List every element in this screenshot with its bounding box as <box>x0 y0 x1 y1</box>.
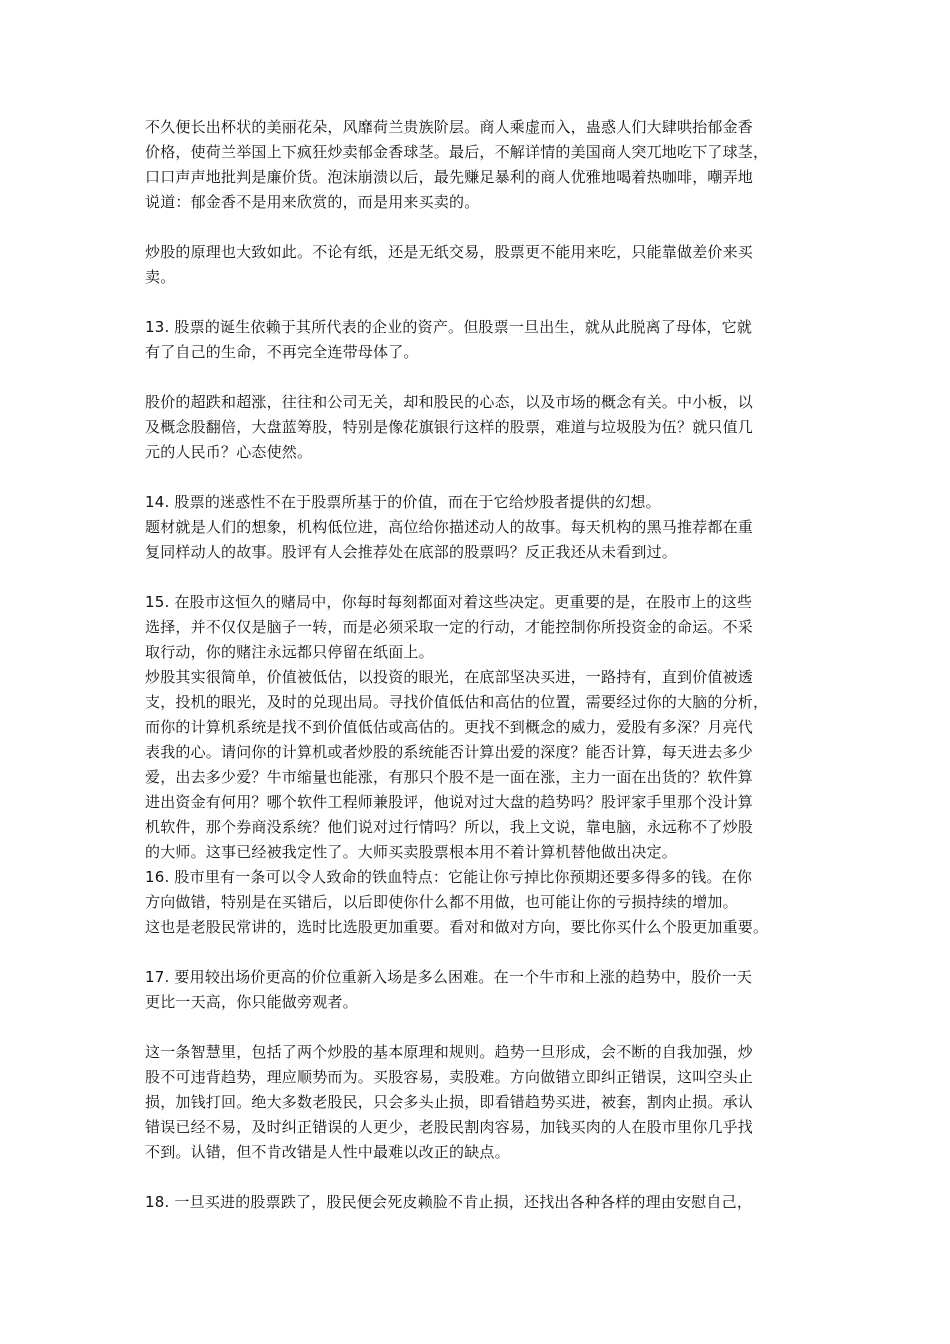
text-line: 15. 在股市这恒久的赌局中，你每时每刻都面对着这些决定。更重要的是，在股市上的这些 <box>145 593 753 611</box>
text-line: 错误已经不易，及时纠正错误的人更少，老股民割肉容易，加钱买肉的人在股市里你几乎找 <box>145 1118 754 1136</box>
paragraph <box>145 390 810 465</box>
paragraph <box>145 590 810 940</box>
text-line: 说道：郁金香不是用来欣赏的，而是用来买卖的。 <box>145 193 480 211</box>
text-line: 方向做错，特别是在买错后，以后即使你什么都不用做，也可能让你的亏损持续的增加。 <box>145 893 738 911</box>
text-line: 17. 要用较出场价更高的价位重新入场是多么困难。在一个牛市和上涨的趋势中，股价一天 <box>145 968 753 986</box>
paragraph-gap <box>145 365 810 390</box>
paragraph <box>145 965 810 1015</box>
paragraph <box>145 315 810 365</box>
text-line: 进出资金有何用？哪个软件工程师兼股评，他说对过大盘的趋势吗？股评家手里那个没计算 <box>145 793 754 811</box>
paragraph <box>145 240 810 290</box>
text-line: 表我的心。请问你的计算机或者炒股的系统能否计算出爱的深度？能否计算，每天进去多少 <box>145 743 754 761</box>
paragraph-gap <box>145 290 810 315</box>
text-line: 炒股其实很简单，价值被低估，以投资的眼光，在底部坚决买进，一路持有，直到价值被透 <box>145 668 754 686</box>
paragraph <box>145 490 810 565</box>
paragraph <box>145 1190 810 1215</box>
text-line: 不久便长出杯状的美丽花朵，风靡荷兰贵族阶层。商人乘虚而入，蛊惑人们大肆哄抬郁金香 <box>145 118 754 136</box>
text-line: 这一条智慧里，包括了两个炒股的基本原理和规则。趋势一旦形成，会不断的自我加强，炒 <box>145 1043 754 1061</box>
text-line: 取行动，你的赌注永远都只停留在纸面上。 <box>145 643 434 661</box>
text-line: 这也是老股民常讲的，选时比选股更加重要。看对和做对方向，要比你买什么个股更加重要。 <box>145 918 769 936</box>
text-line: 18. 一旦买进的股票跌了，股民便会死皮赖脸不肯止损，还找出各种各样的理由安慰自己， <box>145 1193 753 1211</box>
text-line: 题材就是人们的想象，机构低位进，高位给你描述动人的故事。每天机构的黑马推荐都在重 <box>145 518 754 536</box>
paragraph-gap <box>145 465 810 490</box>
text-line: 选择，并不仅仅是脑子一转，而是必须采取一定的行动，才能控制你所投资金的命运。不采 <box>145 618 754 636</box>
text-line: 16. 股市里有一条可以令人致命的铁血特点：它能让你亏掉比你预期还要多得多的钱。在你 <box>145 868 753 886</box>
text-line: 14. 股票的迷惑性不在于股票所基于的价值，而在于它给炒股者提供的幻想。 <box>145 493 661 511</box>
paragraph-gap <box>145 1165 810 1190</box>
text-line: 有了自己的生命，不再完全连带母体了。 <box>145 343 419 361</box>
text-line: 爱，出去多少爱？牛市缩量也能涨，有那只个股不是一面在涨，主力一面在出货的？软件算 <box>145 768 754 786</box>
text-line: 的大师。这事已经被我定性了。大师买卖股票根本用不着计算机替他做出决定。 <box>145 843 678 861</box>
text-line: 损，加钱打回。绝大多数老股民，只会多头止损，即看错趋势买进，被套，割肉止损。承认 <box>145 1093 754 1111</box>
text-line: 机软件，那个券商没系统？他们说对过行情吗？所以，我上文说，靠电脑，永远称不了炒股 <box>145 818 754 836</box>
text-line: 更比一天高，你只能做旁观者。 <box>145 993 358 1011</box>
text-line: 价格，使荷兰举国上下疯狂炒卖郁金香球茎。最后，不解详情的美国商人突兀地吃下了球茎， <box>145 143 769 161</box>
text-line: 口口声声地批判是廉价货。泡沫崩溃以后，最先赚足暴利的商人优雅地喝着热咖啡，嘲弄地 <box>145 168 754 186</box>
paragraph-gap <box>145 1015 810 1040</box>
text-line: 股价的超跌和超涨，往往和公司无关，却和股民的心态，以及市场的概念有关。中小板，以 <box>145 393 754 411</box>
text-line: 支，投机的眼光，及时的兑现出局。寻找价值低估和高估的位置，需要经过你的大脑的分析， <box>145 693 769 711</box>
text-line: 股不可违背趋势，理应顺势而为。买股容易，卖股难。方向做错立即纠正错误，这叫空头止 <box>145 1068 754 1086</box>
text-line: 而你的计算机系统是找不到价值低估或高估的。更找不到概念的威力，爱股有多深？月亮代 <box>145 718 754 736</box>
text-line: 不到。认错，但不肯改错是人性中最难以改正的缺点。 <box>145 1143 510 1161</box>
text-line: 13. 股票的诞生依赖于其所代表的企业的资产。但股票一旦出生，就从此脱离了母体，它就 <box>145 318 753 336</box>
text-line: 卖。 <box>145 268 176 286</box>
text-line: 元的人民币？心态使然。 <box>145 443 313 461</box>
paragraph-gap <box>145 940 810 965</box>
text-line: 复同样动人的故事。股评有人会推荐处在底部的股票吗？反正我还从未看到过。 <box>145 543 678 561</box>
text-line: 炒股的原理也大致如此。不论有纸，还是无纸交易，股票更不能用来吃，只能靠做差价来买 <box>145 243 754 261</box>
paragraph-gap <box>145 565 810 590</box>
text-line: 及概念股翻倍，大盘蓝筹股，特别是像花旗银行这样的股票，难道与垃圾股为伍？就只值几 <box>145 418 754 436</box>
paragraph-gap <box>145 215 810 240</box>
paragraph <box>145 115 810 215</box>
paragraph <box>145 1040 810 1165</box>
